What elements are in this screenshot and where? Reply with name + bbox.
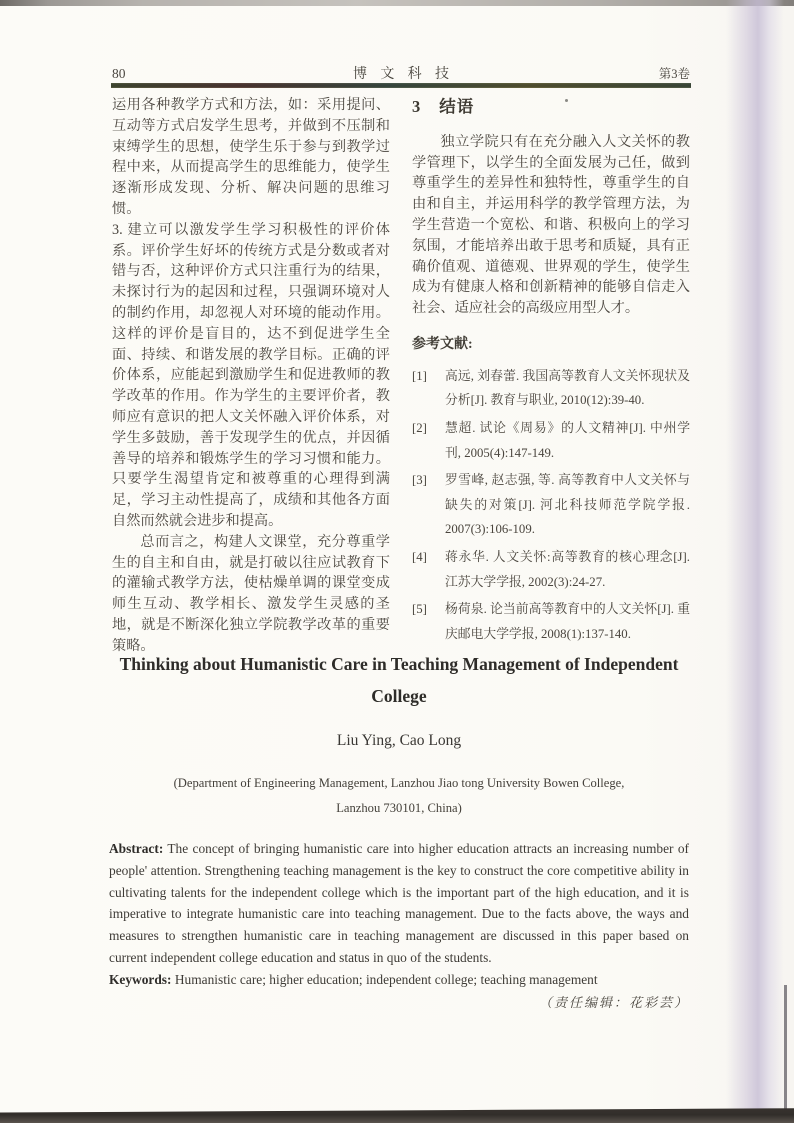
affiliation-line-2: Lanzhou 730101, China) bbox=[336, 801, 462, 815]
page-header bbox=[112, 63, 690, 83]
reference-index: [5] bbox=[412, 602, 427, 617]
journal-title: 博文科技 bbox=[353, 67, 463, 82]
reference-index: [1] bbox=[412, 368, 427, 383]
header-rule bbox=[111, 83, 691, 88]
article-title-en: Thinking about Humanistic Care in Teaching Management of Independent College bbox=[119, 654, 679, 706]
keywords-text: Humanistic care; higher education; independent college; teaching management bbox=[174, 971, 598, 987]
affiliation-line-1: (Department of Engineering Management, Lanzhou Jiao tong University Bowen College, bbox=[173, 776, 625, 790]
reference-item bbox=[412, 545, 690, 594]
reference-text: 慧超. 试论《周易》的人文精神[J]. 中州学刊, 2005(4):147-149. bbox=[445, 420, 690, 460]
right-column bbox=[412, 95, 690, 657]
reference-index: [3] bbox=[412, 473, 427, 488]
reference-text: 高远, 刘春蕾. 我国高等教育人文关怀现状及分析[J]. 教育与职业, 2010(12):39-40. bbox=[445, 368, 690, 408]
reference-index: [4] bbox=[412, 549, 427, 564]
article-affiliation bbox=[109, 771, 689, 821]
body-paragraph: 3. 建立可以激发学生学习积极性的评价体系。评价学生好坏的传统方式是分数或者对错与否，这种评价方式只注重行为的结果，未探讨行为的起因和过程，只强调环境对人的制约作用，却忽视人对环境的能动作用。这样的评价是盲目的，达不到促进学生全面、持续、和谐发展的教学目标。正确的评价体系，应能起到激励学生和促进教师的教学改革的作用。作为学生的主要评价者，教师应有意识的把人文关怀融入评价体系，对学生多鼓励，善于发现学生的优点，并因循善导的培养和锻炼学生的学习习惯和能力。只要学生渴望肯定和被尊重的心理得到满足，学习主动性提高了，成绩和其他各方面自然而然就会进步和提高。 bbox=[112, 221, 390, 529]
article-authors: Liu Ying, Cao Long bbox=[336, 732, 462, 749]
english-article-block bbox=[109, 648, 689, 1011]
keywords-label: Keywords: bbox=[109, 971, 172, 987]
abstract-text: The concept of bringing humanistic care into higher education attracts an increasing number of people' attention. Strengthening teaching management is the key to construct the core competitive ability in cultivating talents for the independent college which is the important part of the high education, and it is imperative to integrate humanistic care into teaching management. Due to the facts above, the ways and measures to strengthen humanistic care in teaching management are discussed in this paper based on current independent college education and status in quo of the students. bbox=[109, 841, 689, 965]
references-list bbox=[412, 364, 690, 647]
section-heading bbox=[412, 97, 690, 118]
reference-text: 罗雪峰, 赵志强, 等. 高等教育中人文关怀与缺失的对策[J]. 河北科技师范学院学报. 2007(3):106-109. bbox=[445, 473, 690, 537]
section-title: 结语 bbox=[439, 97, 475, 116]
editor-note: （责任编辑：花彩芸） bbox=[538, 994, 689, 1010]
references-heading: 参考文献: bbox=[412, 336, 473, 352]
reference-item bbox=[412, 364, 690, 413]
conclusion-paragraph: 独立学院只有在充分融入人文关怀的教学管理下，以学生的全面发展为己任，做到尊重学生的差异性和独特性，尊重学生的自由和自主，并运用科学的教学管理方法，为学生营造一个宽松、和谐、积极向上的学习氛围，才能培养出敢于思考和质疑，具有正确价值观、道德观、世界观的学生，使学生成为有健康人格和创新精神的能够自信走入社会、适应社会的高级应用型人才。 bbox=[412, 133, 690, 317]
section-number: 3 bbox=[412, 97, 422, 116]
abstract-paragraph bbox=[109, 838, 689, 969]
left-column bbox=[112, 95, 390, 657]
reference-text: 杨荷泉. 论当前高等教育中的人文关怀[J]. 重庆邮电大学学报, 2008(1):137-140. bbox=[445, 602, 690, 641]
keywords-line bbox=[109, 969, 689, 991]
body-paragraph: 运用各种教学方式和方法，如：采用提问、互动等方式启发学生思考，并做到不压制和束缚学生的思想，使学生乐于参与到教学过程中来，从而提高学生的思维能力，使学生逐渐形成发现、分析、解决问题的思维习惯。 bbox=[112, 97, 390, 217]
volume-label: 第3卷 bbox=[658, 67, 690, 81]
reference-item bbox=[412, 468, 690, 542]
body-columns bbox=[112, 95, 690, 657]
scan-right-edge bbox=[784, 985, 787, 1113]
reference-item bbox=[412, 597, 690, 646]
page-number: 80 bbox=[112, 66, 126, 81]
reference-index: [2] bbox=[412, 420, 427, 435]
reference-item bbox=[412, 416, 690, 465]
reference-text: 蒋永华. 人文关怀:高等教育的核心理念[J]. 江苏大学学报, 2002(3):24-27. bbox=[445, 549, 690, 589]
body-paragraph: 总而言之，构建人文课堂，充分尊重学生的自主和自由，就是打破以往应试教育下的灌输式教学方法，使枯燥单调的课堂变成师生互动、教学相长、激发学生灵感的圣地，就是不断深化独立学院教学改革的重要策略。 bbox=[112, 533, 390, 654]
scan-top-edge bbox=[0, 0, 794, 6]
abstract-label: Abstract: bbox=[109, 841, 164, 856]
scan-bottom-edge bbox=[0, 1105, 794, 1123]
book-spine-shadow bbox=[726, 0, 784, 1123]
